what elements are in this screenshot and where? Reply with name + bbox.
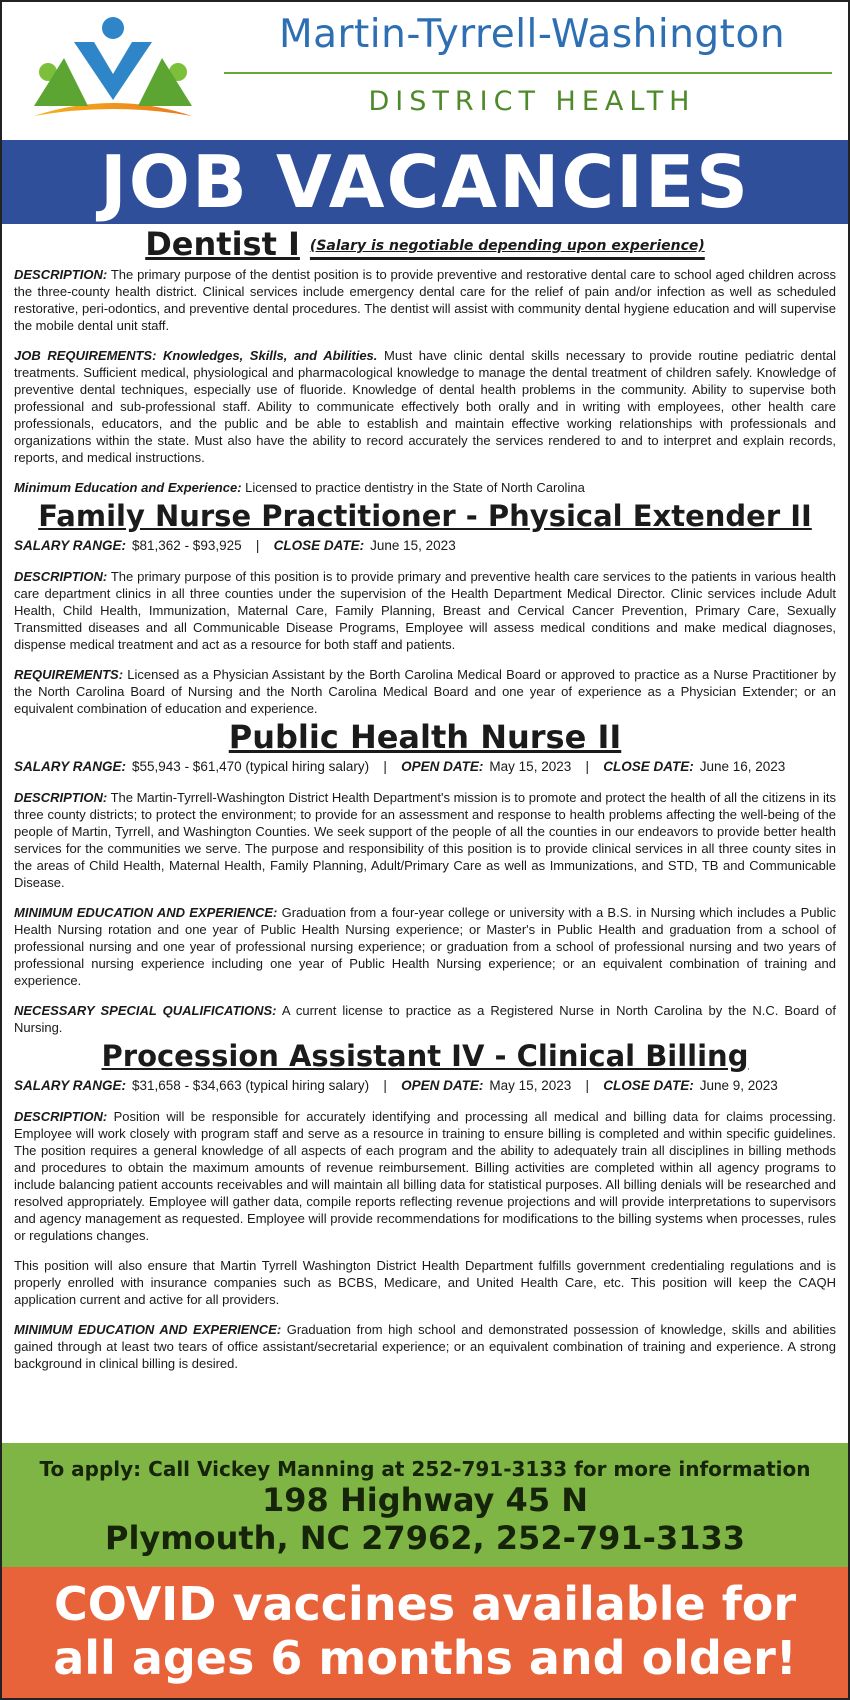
salary-value: $31,658 - $34,663 (typical hiring salary) [132, 1078, 370, 1093]
job4-extra: This position will also ensure that Martin Tyrrell Washington District Health Department fulfills government credentialing regulations and is properly enrolled with insurance companies such as BCBS, Medicare, and United Health Care, etc. This position will keep the CAQH application current and active for all providers. [14, 1258, 836, 1307]
address-line-2: Plymouth, NC 27962, 252-791-3133 [104, 1519, 745, 1557]
text: Graduation from a four-year college or university with a B.S. in Nursing which includes a Public Health Nursing rotation and one year of Public Health Nursing experience; or Master's in Public Health and graduation from a school of professional nursing and one year of professional nursing experience; or graduation from a school of professional nursing and two years of professional nursing experience including one year of Public Health Nursing experience; or an equivalent combination of training and experience. [14, 905, 836, 988]
close-label: CLOSE DATE: [603, 759, 694, 774]
text: The primary purpose of the dentist position is to provide preventive and restorative dental care to school aged children across the three-county health district. Clinical services include emergency dental care for the relief of pain and/or infection as well as scheduled restorative, peri-odontics, and preventive dental procedures. The dentist will assist with community dental hygiene education and will supervise the mobile dental unit staff. [14, 267, 837, 333]
text: Must have clinic dental skills necessary to provide routine pediatric dental treatments. Sufficient medical, physiological and pharmacological knowledge to manage the dental treatment of children safely. Knowledge of preventive dental techniques, especially use of fluoride. Knowledge of dental health problems in the community. Ability to supervise both professional and sub-professional staff. Ability to communicate effectively both orally and in writing with employees, other health care professionals, educators, and the public and be able to establish and maintain effective working relationships with professionals and organizations within the state. Must also have the ability to record accurately the services rendered to and to interpret and explain records, reports, and medical instructions. [14, 348, 836, 465]
open-label: OPEN DATE: [401, 759, 484, 774]
label: NECESSARY SPECIAL QUALIFICATIONS: [14, 1003, 277, 1018]
covid-banner [2, 1567, 848, 1700]
salary-label: SALARY RANGE: [14, 538, 127, 553]
job-title-phn: Public Health Nurse II [228, 718, 622, 756]
job-title-billing: Procession Assistant IV - Clinical Billing [101, 1039, 749, 1073]
covid-line-1: COVID vaccines available for [53, 1577, 797, 1631]
content [2, 226, 848, 1372]
job-title-dentist [14, 226, 836, 264]
job2-meta: SALARY RANGE: $81,362 - $93,925 | CLOSE DATE: June 15, 2023 [14, 538, 456, 553]
job-vacancies-banner: JOB VACANCIES [2, 140, 848, 224]
close-value: June 15, 2023 [370, 538, 456, 553]
label: DESCRIPTION: [14, 267, 108, 282]
text: The Martin-Tyrrell-Washington District Health Department's mission is to promote and protect the health of all the citizens in its three county districts; to protect the environment; to provide for an assessment and response to health problems affecting the well-being of the people of Martin, Tyrrell, and Washington Counties. We seek support of the people of all the counties in our endeavors to provide better health services for the communities we serve. The purpose and responsibility of this position is to provide clinical services in all three county sites in the areas of Child Health, Maternal Health, Family Planning, Adult/Primary Care as well as Immunizations, and STD, TB and Communicable Disease. [14, 790, 836, 890]
salary-note: (Salary is negotiable depending upon experience) [309, 238, 705, 254]
close-value: June 16, 2023 [699, 759, 786, 774]
job3-qualifications [14, 1002, 836, 1036]
close-label: CLOSE DATE: [273, 538, 365, 553]
job2-requirements [14, 666, 836, 717]
salary-label: SALARY RANGE: [14, 759, 127, 774]
job2-description [14, 568, 836, 653]
label: DESCRIPTION: [14, 1109, 108, 1124]
covid-line-2: all ages 6 months and older! [53, 1631, 797, 1685]
job4-description [14, 1108, 836, 1244]
address-line-1: 198 Highway 45 N [262, 1481, 588, 1519]
apply-contact: To apply: Call Vickey Manning at 252-791-3133 for more information [39, 1457, 811, 1481]
label: MINIMUM EDUCATION AND EXPERIENCE: [14, 1322, 282, 1337]
label: Minimum Education and Experience: [14, 480, 242, 495]
salary-value: $55,943 - $61,470 (typical hiring salary) [132, 759, 370, 774]
job-title-fnp: Family Nurse Practitioner - Physical Extender II [38, 499, 812, 533]
label: REQUIREMENTS: [14, 667, 124, 682]
open-label: OPEN DATE: [401, 1078, 484, 1093]
label: DESCRIPTION: [14, 569, 108, 584]
org-subtitle: DISTRICT HEALTH [368, 86, 696, 117]
text: Position will be responsible for accurately identifying and processing all medical and billing data for claims processing. Employee will work closely with program staff and serve as a resource in training to ensure billing is completed and within specific guidelines. The position requires a general knowledge of all aspects of each program and the ability to adequately train all disciplines in billing methods and procedures to obtain the maximum amounts of revenue reimbursement. Billing activities are completed within all agency programs to include balancing patient accounts receivables and will maintain all billing data for statistical purposes. All billing denials will be researched and resolved appropriately. Employee will gather data, compile reports reflecting revenue projections and will provide interpretations to supervisors and agency management as requested. Employee will provide recommendations for modifications to the billing systems when processes, rules or regulations changes. [14, 1109, 836, 1243]
org-name: Martin-Tyrrell-Washington [278, 12, 786, 57]
header [2, 2, 848, 140]
close-label: CLOSE DATE: [603, 1078, 694, 1093]
label: MINIMUM EDUCATION AND EXPERIENCE: [14, 905, 278, 920]
job4-meta: SALARY RANGE: $31,658 - $34,663 (typical hiring salary) | OPEN DATE: May 15, 2023 | CLOSE DATE: June 9, 2023 [14, 1078, 778, 1093]
job1-requirements [14, 347, 836, 466]
job3-education [14, 904, 836, 989]
salary-label: SALARY RANGE: [14, 1078, 127, 1093]
close-value: June 9, 2023 [699, 1078, 778, 1093]
text: Licensed to practice dentistry in the State of North Carolina [245, 480, 585, 495]
open-value: May 15, 2023 [489, 759, 572, 774]
label: DESCRIPTION: [14, 790, 108, 805]
apply-panel [2, 1443, 848, 1567]
text: Graduation from high school and demonstrated possession of knowledge, skills and abilities gained through at least two tears of office assistant/secretarial experience; or an equivalent combination of training and experience. A strong background in clinical billing is desired. [14, 1322, 836, 1371]
header-divider [224, 72, 832, 74]
text: The primary purpose of this position is to provide primary and preventive health care services to the patients in various health care department clinics in all three counties under the supervision of the Health Department Medical Director. Clinic services include Adult Health, Child Health, Immunization, Maternal Care, Family Planning, Breast and Cervical Cancer Prevention, Primary Care, Sexually Transmitted diseases and all Communicable Disease Programs, Employee will assess medical conditions and make medical diagnoses, dispense medical treatment and act as a resource for both staff and patients. [14, 569, 836, 652]
job3-meta: SALARY RANGE: $55,943 - $61,470 (typical hiring salary) | OPEN DATE: May 15, 2023 | CLOSE DATE: June 16, 2023 [14, 759, 786, 774]
job3-description [14, 789, 836, 891]
job4-education [14, 1321, 836, 1372]
job-title-text: Dentist I [145, 225, 300, 263]
text: A current license to practice as a Registered Nurse in North Carolina by the N.C. Board of Nursing. [14, 1003, 836, 1035]
open-value: May 15, 2023 [489, 1078, 572, 1093]
label: JOB REQUIREMENTS: Knowledges, Skills, and Abilities. [14, 348, 378, 363]
salary-value: $81,362 - $93,925 [132, 538, 242, 553]
job1-description [14, 266, 836, 334]
text: Licensed as a Physician Assistant by the Borth Carolina Medical Board or approved to practice as a Nurse Practitioner by the North Carolina Board of Nursing and the North Carolina Medical Board and one year of experience as a Physician Extender; or an equivalent combination of education and experience. [14, 667, 836, 716]
job1-education [14, 479, 836, 496]
district-health-logo [24, 8, 202, 136]
